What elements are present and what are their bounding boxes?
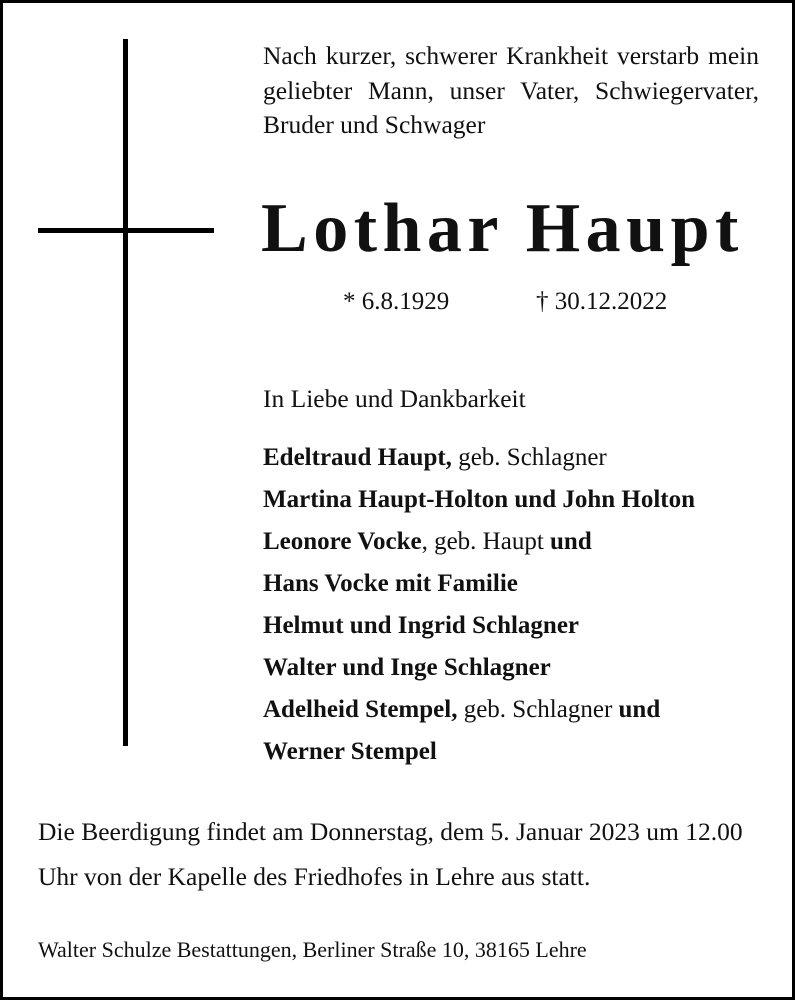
mourner-line xyxy=(263,521,695,563)
mourner-conjunction: und xyxy=(618,696,661,723)
mourner-note: , geb. Haupt xyxy=(421,528,551,555)
greeting-line: In Liebe und Dankbarkeit xyxy=(263,384,526,413)
mourner-line xyxy=(263,731,695,773)
mourner-name: Walter und Inge Schlagner xyxy=(263,654,551,681)
mourners-list xyxy=(263,437,695,773)
mourner-name: Edeltraud Haupt, xyxy=(263,444,452,471)
mourner-line xyxy=(263,647,695,689)
mourner-conjunction: und xyxy=(550,528,592,555)
mourner-name: Martina Haupt-Holton und John Holton xyxy=(263,486,696,513)
mourner-name: Hans Vocke mit Familie xyxy=(263,570,518,597)
funeral-home-footer: Walter Schulze Bestattungen, Berliner Straße 10, 38165 Lehre xyxy=(38,937,587,962)
deceased-name: Lothar Haupt xyxy=(261,190,744,267)
birth-date: * 6.8.1929 xyxy=(343,288,450,315)
mourner-line xyxy=(263,479,695,521)
mourner-line xyxy=(263,437,695,479)
mourner-note: geb. Schlagner xyxy=(451,444,607,471)
cross-horizontal-bar xyxy=(38,228,214,233)
mourner-note: geb. Schlagner xyxy=(457,696,619,723)
funeral-details: Die Beerdigung findet am Donnerstag, dem 5. Januar 2023 um 12.00 Uhr von der Kapelle des Friedhofes in Lehre aus statt. xyxy=(38,817,743,891)
mourner-line xyxy=(263,605,695,647)
cross-vertical-bar xyxy=(123,39,128,746)
mourner-name: Adelheid Stempel, xyxy=(263,696,458,723)
mourner-line xyxy=(263,689,695,731)
mourner-name: Helmut und Ingrid Schlagner xyxy=(263,612,580,639)
mourner-name: Werner Stempel xyxy=(263,738,437,765)
mourner-name: Leonore Vocke xyxy=(263,528,422,555)
mourner-line xyxy=(263,563,695,605)
death-date: † 30.12.2022 xyxy=(536,288,668,315)
intro-text: Nach kurzer, schwerer Krankheit verstarb mein geliebter Mann, unser Vater, Schwiegervater, Bruder und Schwager xyxy=(263,41,759,139)
